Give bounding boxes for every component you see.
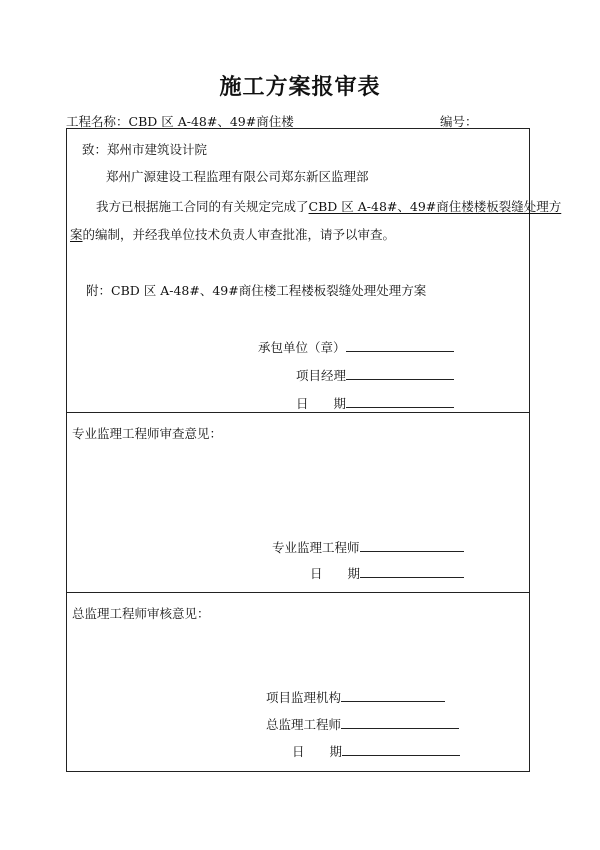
document-number-label: 编号： — [440, 114, 478, 129]
supervision-org-label: 项目监理机构 — [266, 690, 342, 705]
section3-date-row — [292, 742, 460, 760]
project-manager-signature-line — [346, 367, 454, 380]
section2-date-line — [360, 565, 464, 578]
section-divider-1 — [66, 412, 530, 413]
section1-date-label: 日 期 — [296, 396, 347, 411]
chief-engineer-signature-line — [341, 716, 459, 729]
plan-name: CBD 区 A-48#、49#商住楼楼板裂缝处理方 — [308, 199, 562, 214]
supervision-org-signature-line — [341, 689, 445, 702]
section1-date-row — [296, 394, 454, 412]
section3-date-label: 日 期 — [292, 744, 343, 759]
submission-prefix: 我方已根据施工合同的有关规定完成了 — [96, 199, 309, 214]
addressee-primary: 致：郑州市建筑设计院 — [82, 142, 208, 157]
plan-name-end: 案 — [70, 227, 83, 242]
engineer-signature-line — [360, 539, 464, 552]
section2-date-label: 日 期 — [310, 566, 361, 581]
section3-date-line — [342, 743, 460, 756]
submission-statement-line2 — [70, 225, 395, 243]
submission-suffix: 的编制，并经我单位技术负责人审查批准，请予以审查。 — [82, 227, 396, 242]
submission-statement-line1 — [96, 197, 561, 215]
addressee-secondary: 郑州广源建设工程监理有限公司郑东新区监理部 — [106, 169, 369, 184]
contractor-label: 承包单位（章） — [258, 340, 346, 355]
attachment-line: 附：CBD 区 A-48#、49#商住楼工程楼板裂缝处理处理方案 — [86, 283, 427, 298]
supervision-org-row — [266, 688, 445, 706]
section2-date-row — [310, 564, 464, 582]
form-title: 施工方案报审表 — [219, 74, 381, 100]
section1-date-line — [346, 395, 454, 408]
engineer-label: 专业监理工程师 — [272, 540, 360, 555]
chief-review-heading: 总监理工程师审核意见： — [72, 606, 210, 621]
contractor-signature-row — [258, 338, 454, 356]
chief-engineer-label: 总监理工程师 — [266, 717, 342, 732]
contractor-signature-line — [346, 339, 454, 352]
section-divider-2 — [66, 592, 530, 593]
project-manager-row — [296, 366, 454, 384]
chief-engineer-row — [266, 715, 459, 733]
project-manager-label: 项目经理 — [296, 368, 347, 383]
engineer-signature-row — [272, 538, 464, 556]
engineer-review-heading: 专业监理工程师审查意见： — [72, 426, 223, 441]
project-name: 工程名称：CBD 区 A-48#、49#商住楼 — [66, 114, 294, 129]
